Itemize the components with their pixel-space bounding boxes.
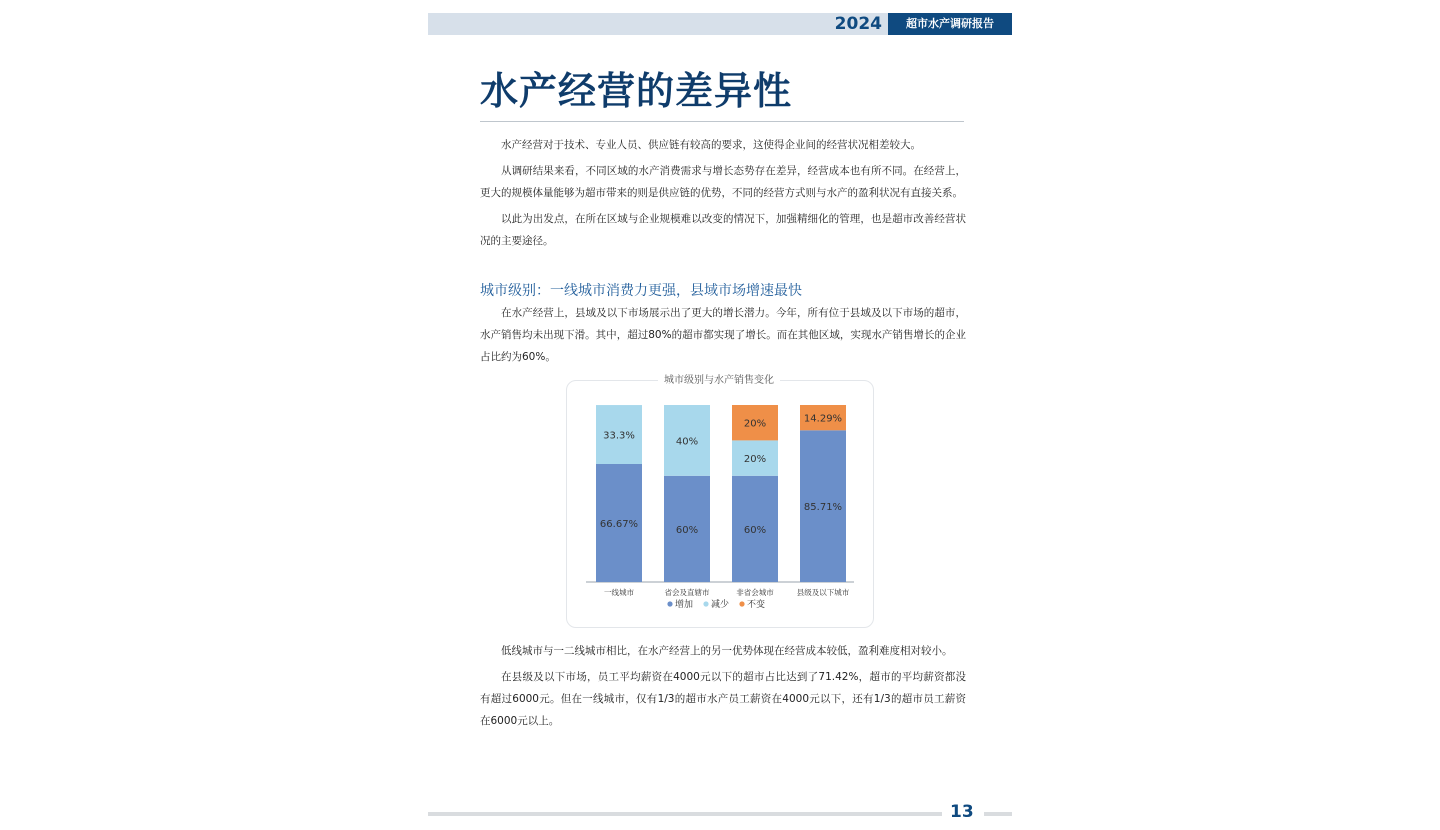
legend-label: 增加 — [675, 600, 694, 610]
category-tick-label: 一线城市 — [604, 588, 634, 597]
data-label: 66.67% — [599, 518, 639, 530]
report-page — [428, 0, 1012, 830]
stacked-bar-chart — [566, 380, 872, 626]
category-tick-label: 县级及以下城市 — [796, 588, 850, 597]
data-label: 20% — [743, 454, 767, 466]
category-tick-label: 非省会城市 — [736, 588, 774, 597]
legend-label: 不变 — [747, 600, 766, 610]
paragraph: 水产经营对于技术、专业人员、供应链有较高的要求，这使得企业间的经营状况相差较大。 — [501, 139, 921, 151]
paragraph: 从调研结果来看，不同区域的水产消费需求与增长态势存在差异，经营成本也有所不同。在经营上，更大的规模体量能够为超市带来的则是供应链的优势，不同的经营方式则与水产的盈利状况有直接关系。 — [480, 165, 966, 199]
data-label: 85.71% — [803, 502, 843, 514]
bottom-text — [480, 640, 966, 732]
legend-marker — [739, 601, 744, 606]
legend-marker — [703, 601, 708, 606]
data-label: 60% — [675, 524, 699, 536]
section-subheading: 城市级别：一线城市消费力更强，县域市场增速最快 — [480, 283, 802, 299]
footer-rule — [428, 812, 942, 816]
paragraph: 以此为出发点，在所在区域与企业规模难以改变的情况下，加强精细化的管理，也是超市改善经营状况的主要途径。 — [480, 213, 966, 247]
legend-label: 减少 — [711, 600, 730, 610]
mid-text — [480, 302, 966, 368]
data-label: 40% — [675, 436, 699, 448]
header-report-title: 超市水产调研报告 — [888, 13, 1012, 35]
data-label: 20% — [743, 418, 767, 430]
chart-title: 城市级别与水产销售变化 — [658, 375, 780, 386]
data-label: 60% — [743, 524, 767, 536]
paragraph: 低线城市与一二线城市相比，在水产经营上的另一优势体现在经营成本较低，盈利难度相对较小。 — [501, 645, 953, 657]
page-title: 水产经营的差异性 — [480, 69, 793, 113]
chart-title-wrap — [576, 371, 862, 386]
data-label: 33.3% — [603, 430, 635, 442]
category-tick-label: 省会及直辖市 — [664, 588, 710, 597]
intro-text — [480, 134, 966, 252]
data-label: 14.29% — [803, 413, 843, 425]
header-year: 2024 — [834, 14, 882, 34]
legend-marker — [667, 601, 672, 606]
paragraph: 在水产经营上，县域及以下市场展示出了更大的增长潜力。今年，所有位于县域及以下市场的超市，水产销售均未出现下滑。其中，超过80%的超市都实现了增长。而在其他区域，实现水产销售增长的企业占比约为60%。 — [480, 307, 966, 363]
page-number: 13 — [950, 802, 974, 822]
title-divider — [480, 121, 964, 122]
paragraph: 在县级及以下市场，员工平均薪资在4000元以下的超市占比达到了71.42%，超市的平均薪资都没有超过6000元。但在一线城市，仅有1/3的超市水产员工薪资在4000元以下，还有1/3的超市员工薪资在6000元以上。 — [480, 671, 966, 727]
footer-rule-end — [984, 812, 1012, 816]
